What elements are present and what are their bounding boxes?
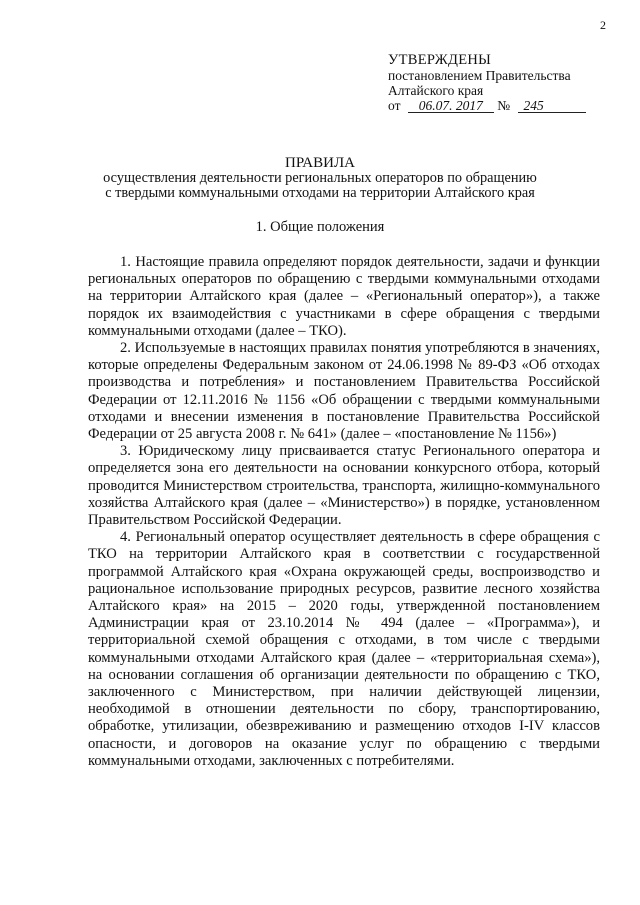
approval-block: [388, 53, 586, 113]
paragraph-4: 4. Региональный оператор осуществляет деятельность в сфере обращения с ТКО на территории Алтайского края в соответствии с государственной программой Алтайского края «Охрана окружающей среды, воспроизводство и рациональное использование природных ресурсов, развитие лесного хозяйства Алтайского края» на 2015 – 2020 годы, утвержденной постановлением Администрации края от 23.10.2014 № 494 (далее – «Программа»), и территориальной схемой обращения с отходами, в том числе с твердыми коммунальными отходами Алтайского края (далее – «территориальная схема»), на основании соглашения об организации деятельности по обращению с ТКО, заключенного с Министерством, при наличии действующей лицензии, необходимой в отношении деятельности по сбору, транспортированию, обработке, утилизации, обезвреживанию и размещению отходов I-IV классов опасности, и договоров на оказание услуг по обращению с твердыми коммунальными отходами, заключенных с потребителями.: [88, 529, 600, 769]
approval-date: 06.07. 2017: [408, 99, 494, 113]
date-prefix: от: [388, 98, 401, 113]
paragraph-2: 2. Используемые в настоящих правилах понятия употребляются в значениях, которые определены Федеральным законом от 24.06.1998 № 89-ФЗ «Об отходах производства и потребления» и постановлением Правительства Российской Федерации от 12.11.2016 № 1156 «Об обращении с твердыми коммунальными отходами и внесении изменения в постановление Правительства Российской Федерации от 25 августа 2008 г. № 641» (далее – «постановление № 1156»): [88, 340, 600, 443]
page-number: 2: [600, 18, 606, 32]
paragraph-3: 3. Юридическому лицу присваивается статус Регионального оператора и определяется зона его деятельности на основании конкурсного отбора, который проводится Министерством строительства, транспорта, жилищно-коммунального хозяйства Алтайского края (далее – «Министерство») в порядке, установленном Правительством Российской Федерации.: [88, 443, 600, 529]
number-sign: №: [497, 98, 511, 113]
approval-title: УТВЕРЖДЕНЫ: [388, 52, 492, 68]
paragraph-1: 1. Настоящие правила определяют порядок деятельности, задачи и функции региональных операторов по обращению с твердыми коммунальными отходами на территории Алтайского края (далее – «Региональный оператор»), а также порядок их взаимодействия с участниками в сфере обращения с твердыми коммунальными отходами (далее – ТКО).: [88, 254, 600, 339]
approval-date-row: [388, 98, 586, 113]
document-title: ПРАВИЛА: [285, 155, 355, 171]
document-body: [88, 254, 600, 770]
approval-number: 245: [518, 99, 586, 113]
approval-line-1: постановлением Правительства: [388, 68, 571, 83]
document-subtitle: осуществления деятельности региональных операторов по обращению с твердыми коммунальными отходами на территории Алтайского края: [103, 170, 537, 201]
section-title: 1. Общие положения: [255, 219, 385, 235]
approval-line-2: Алтайского края: [388, 83, 484, 98]
